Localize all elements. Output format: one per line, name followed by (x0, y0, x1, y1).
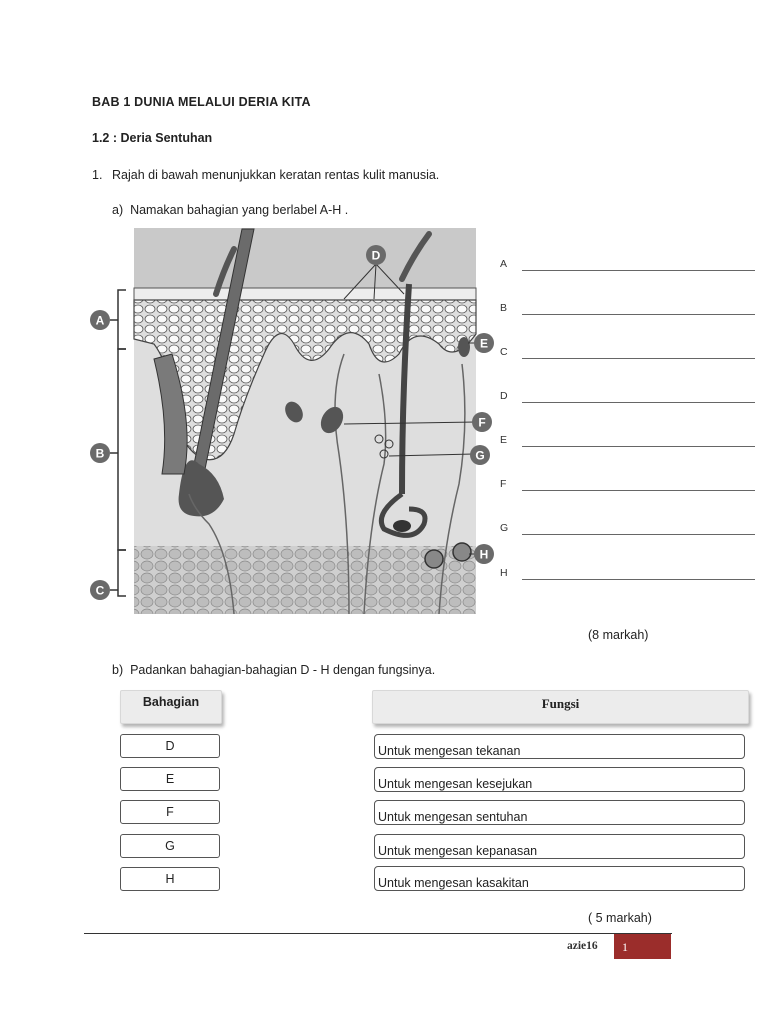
question-part-a (112, 203, 348, 217)
label-f-badge (472, 412, 492, 432)
part-box-g[interactable]: G (120, 834, 220, 858)
section-title: 1.2 : Deria Sentuhan (92, 131, 213, 145)
label-h-badge (474, 544, 494, 564)
svg-text:H: H (479, 547, 489, 562)
part-box-f[interactable]: F (120, 800, 220, 824)
function-box-pressure[interactable]: Untuk mengesan tekanan (374, 734, 745, 759)
answer-letter: H (500, 567, 508, 579)
answer-line[interactable] (500, 302, 755, 322)
question-part-b (112, 663, 435, 677)
svg-text:B: B (95, 446, 105, 461)
part-box-e[interactable]: E (120, 767, 220, 791)
label-e-badge (474, 333, 494, 353)
answer-line[interactable] (500, 346, 755, 366)
footer-author: azie16 (567, 940, 598, 952)
skin-diagram (84, 224, 494, 618)
fungsi-header: Fungsi (372, 690, 749, 724)
answer-line[interactable] (500, 478, 755, 498)
chapter-title: BAB 1 DUNIA MELALUI DERIA KITA (92, 95, 311, 109)
part-b-label: b) (112, 663, 124, 677)
answer-line[interactable] (500, 390, 755, 410)
answer-letter: G (500, 522, 509, 534)
part-a-text: Namakan bahagian yang berlabel A-H . (130, 203, 349, 217)
part-box-h[interactable]: H (120, 867, 220, 891)
question-text: Rajah di bawah menunjukkan keratan rentas kulit manusia. (112, 168, 440, 182)
part-b-text: Padankan bahagian-bahagian D - H dengan fungsinya. (130, 663, 436, 677)
answer-letter: B (500, 302, 508, 314)
answer-letter: E (500, 434, 508, 446)
label-b-badge (90, 443, 110, 463)
svg-text:G: G (475, 448, 485, 463)
svg-text:D: D (371, 248, 381, 263)
function-box-pain[interactable]: Untuk mengesan kasakitan (374, 866, 745, 891)
label-g-badge (470, 445, 490, 465)
question-number: 1. (92, 168, 103, 182)
svg-text:C: C (95, 583, 105, 598)
answer-line[interactable] (500, 522, 755, 542)
function-box-heat[interactable]: Untuk mengesan kepanasan (374, 834, 745, 859)
answer-letter: D (500, 390, 508, 402)
answer-line[interactable] (500, 258, 755, 278)
answer-letter: C (500, 346, 508, 358)
part-box-d[interactable]: D (120, 734, 220, 758)
footer-divider (84, 933, 672, 934)
part-a-label: a) (112, 203, 124, 217)
function-box-touch[interactable]: Untuk mengesan sentuhan (374, 800, 745, 825)
question-1 (92, 168, 439, 182)
answer-line[interactable] (500, 567, 755, 587)
svg-text:F: F (478, 415, 486, 430)
part-b-marks: ( 5 markah) (588, 911, 652, 925)
page-number: 1 (614, 934, 671, 959)
label-d-badge (366, 245, 386, 265)
svg-text:A: A (95, 313, 105, 328)
label-a-badge (90, 310, 110, 330)
function-box-cold[interactable]: Untuk mengesan kesejukan (374, 767, 745, 792)
svg-text:E: E (479, 336, 489, 351)
answer-letter: A (500, 258, 508, 270)
answer-line[interactable] (500, 434, 755, 454)
label-c-badge (90, 580, 110, 600)
part-a-marks: (8 markah) (588, 628, 649, 642)
answer-letter: F (500, 478, 507, 490)
bahagian-header: Bahagian (120, 690, 222, 724)
